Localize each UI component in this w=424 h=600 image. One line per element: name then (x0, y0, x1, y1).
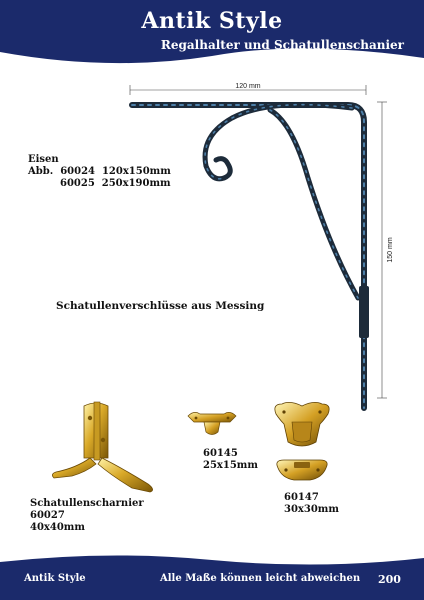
hinge-name: Schatullenscharnier (30, 498, 144, 509)
shelf-bracket-image (120, 78, 400, 418)
page-subtitle: Regalhalter und Schatullenschanier (160, 38, 404, 52)
hinge-size: 40x40mm (30, 522, 85, 533)
footer-disclaimer: Alle Maße können leicht abweichen (160, 573, 361, 584)
hinge-code: 60027 (30, 510, 65, 521)
abb-prefix: Abb. (28, 166, 54, 177)
small-latch-size: 25x15mm (203, 460, 258, 471)
footer-brand: Antik Style (24, 573, 86, 584)
small-latch-code: 60145 (203, 448, 238, 459)
hinge-label (30, 498, 144, 534)
header-banner (0, 0, 424, 68)
large-latch-label (284, 492, 339, 516)
bracket-size-1: 120x150mm (101, 166, 171, 177)
large-latch-code: 60147 (284, 492, 319, 503)
dimension-width-label: 120 mm (235, 83, 261, 90)
page-number: 200 (378, 573, 401, 586)
dimension-height-label: 150 mm (387, 237, 394, 263)
section-heading: Schatullenverschlüsse aus Messing (56, 300, 265, 312)
large-latch-image (270, 400, 334, 486)
bracket-code-2: 60025 (60, 178, 95, 189)
material-label: Eisen (28, 154, 59, 165)
bracket-code-1: 60024 (60, 166, 95, 177)
small-latch-label (203, 448, 258, 472)
small-latch-image (186, 406, 238, 438)
bracket-size-2: 250x190mm (101, 178, 171, 189)
box-hinge-image (46, 398, 162, 498)
large-latch-size: 30x30mm (284, 504, 339, 515)
page-title: Antik Style (141, 8, 283, 34)
